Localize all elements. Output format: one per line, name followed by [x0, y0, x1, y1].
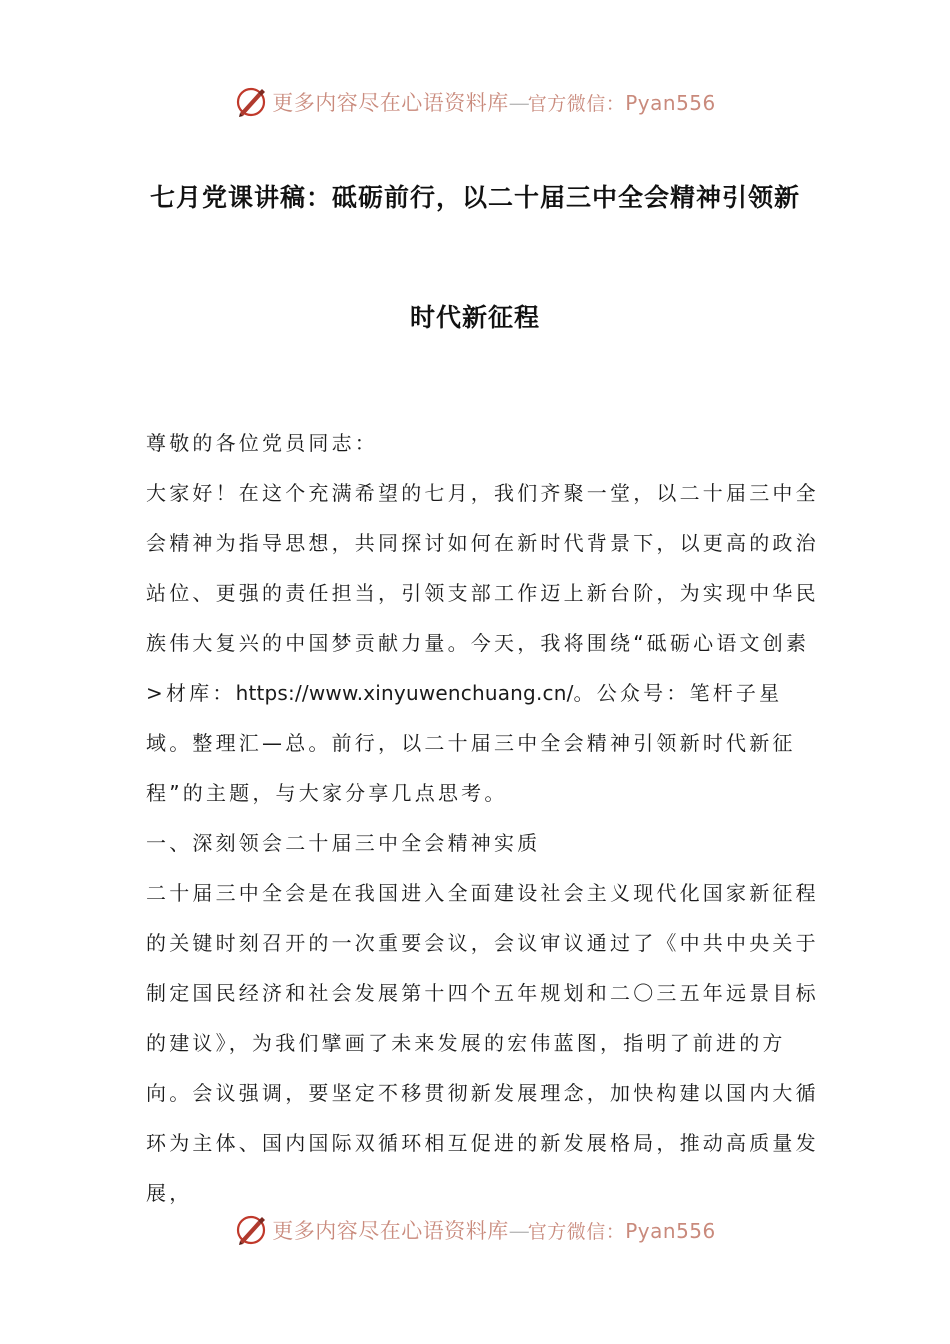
pen-logo-icon	[234, 1213, 268, 1247]
paragraph-intro	[146, 468, 826, 818]
pen-logo-icon	[234, 85, 268, 119]
section-heading-1: 一、深刻领会二十届三中全会精神实质	[146, 831, 541, 855]
document-title-line2: 时代新征程	[409, 303, 540, 332]
document-body	[146, 418, 826, 1218]
document-title-line1: 七月党课讲稿：砥砺前行，以二十届三中全会精神引领新	[149, 183, 800, 212]
paragraph-intro-url: https://www.xinyuwenchuang.cn/	[235, 681, 574, 705]
footer-watermark	[0, 1210, 950, 1250]
paragraph-intro-part2: 。公众号：笔杆子星域。整理汇—总。前行，以二十届三中全会精神引领新时代新征程”的主题，与大家分享几点思考。	[146, 681, 796, 805]
watermark-text	[272, 87, 716, 117]
greeting: 尊敬的各位党员同志：	[146, 431, 378, 455]
watermark-wechat-id: Pyan556	[625, 1219, 716, 1243]
watermark-official-label: 官方微信：	[527, 1221, 626, 1243]
watermark-text	[272, 1215, 716, 1245]
watermark-brand: 更多内容尽在心语资料库	[272, 91, 509, 115]
watermark-separator: —	[508, 91, 528, 115]
paragraph-section1: 二十届三中全会是在我国进入全面建设社会主义现代化国家新征程的关键时刻召开的一次重要会议，会议审议通过了《中共中央关于制定国民经济和社会发展第十四个五年规划和二〇三五年远景目标的建议》，为我们擘画了未来发展的宏伟蓝图，指明了前进的方向。会议强调，要坚定不移贯彻新发展理念，加快构建以国内大循环为主体、国内国际双循环相互促进的新发展格局，推动高质量发展，	[146, 881, 819, 1205]
watermark-official-label: 官方微信：	[527, 93, 626, 115]
paragraph-intro-part1: 大家好！在这个充满希望的七月，我们齐聚一堂，以二十届三中全会精神为指导思想，共同探讨如何在新时代背景下，以更高的政治站位、更强的责任担当，引领支部工作迈上新台阶，为实现中华民族伟大复兴的中国梦贡献力量。今天，我将围绕“砥砺心语文创素>材库：	[146, 481, 819, 705]
watermark-brand: 更多内容尽在心语资料库	[272, 1219, 509, 1243]
header-watermark	[0, 82, 950, 122]
watermark-separator: —	[508, 1219, 528, 1243]
watermark-wechat-id: Pyan556	[625, 91, 716, 115]
